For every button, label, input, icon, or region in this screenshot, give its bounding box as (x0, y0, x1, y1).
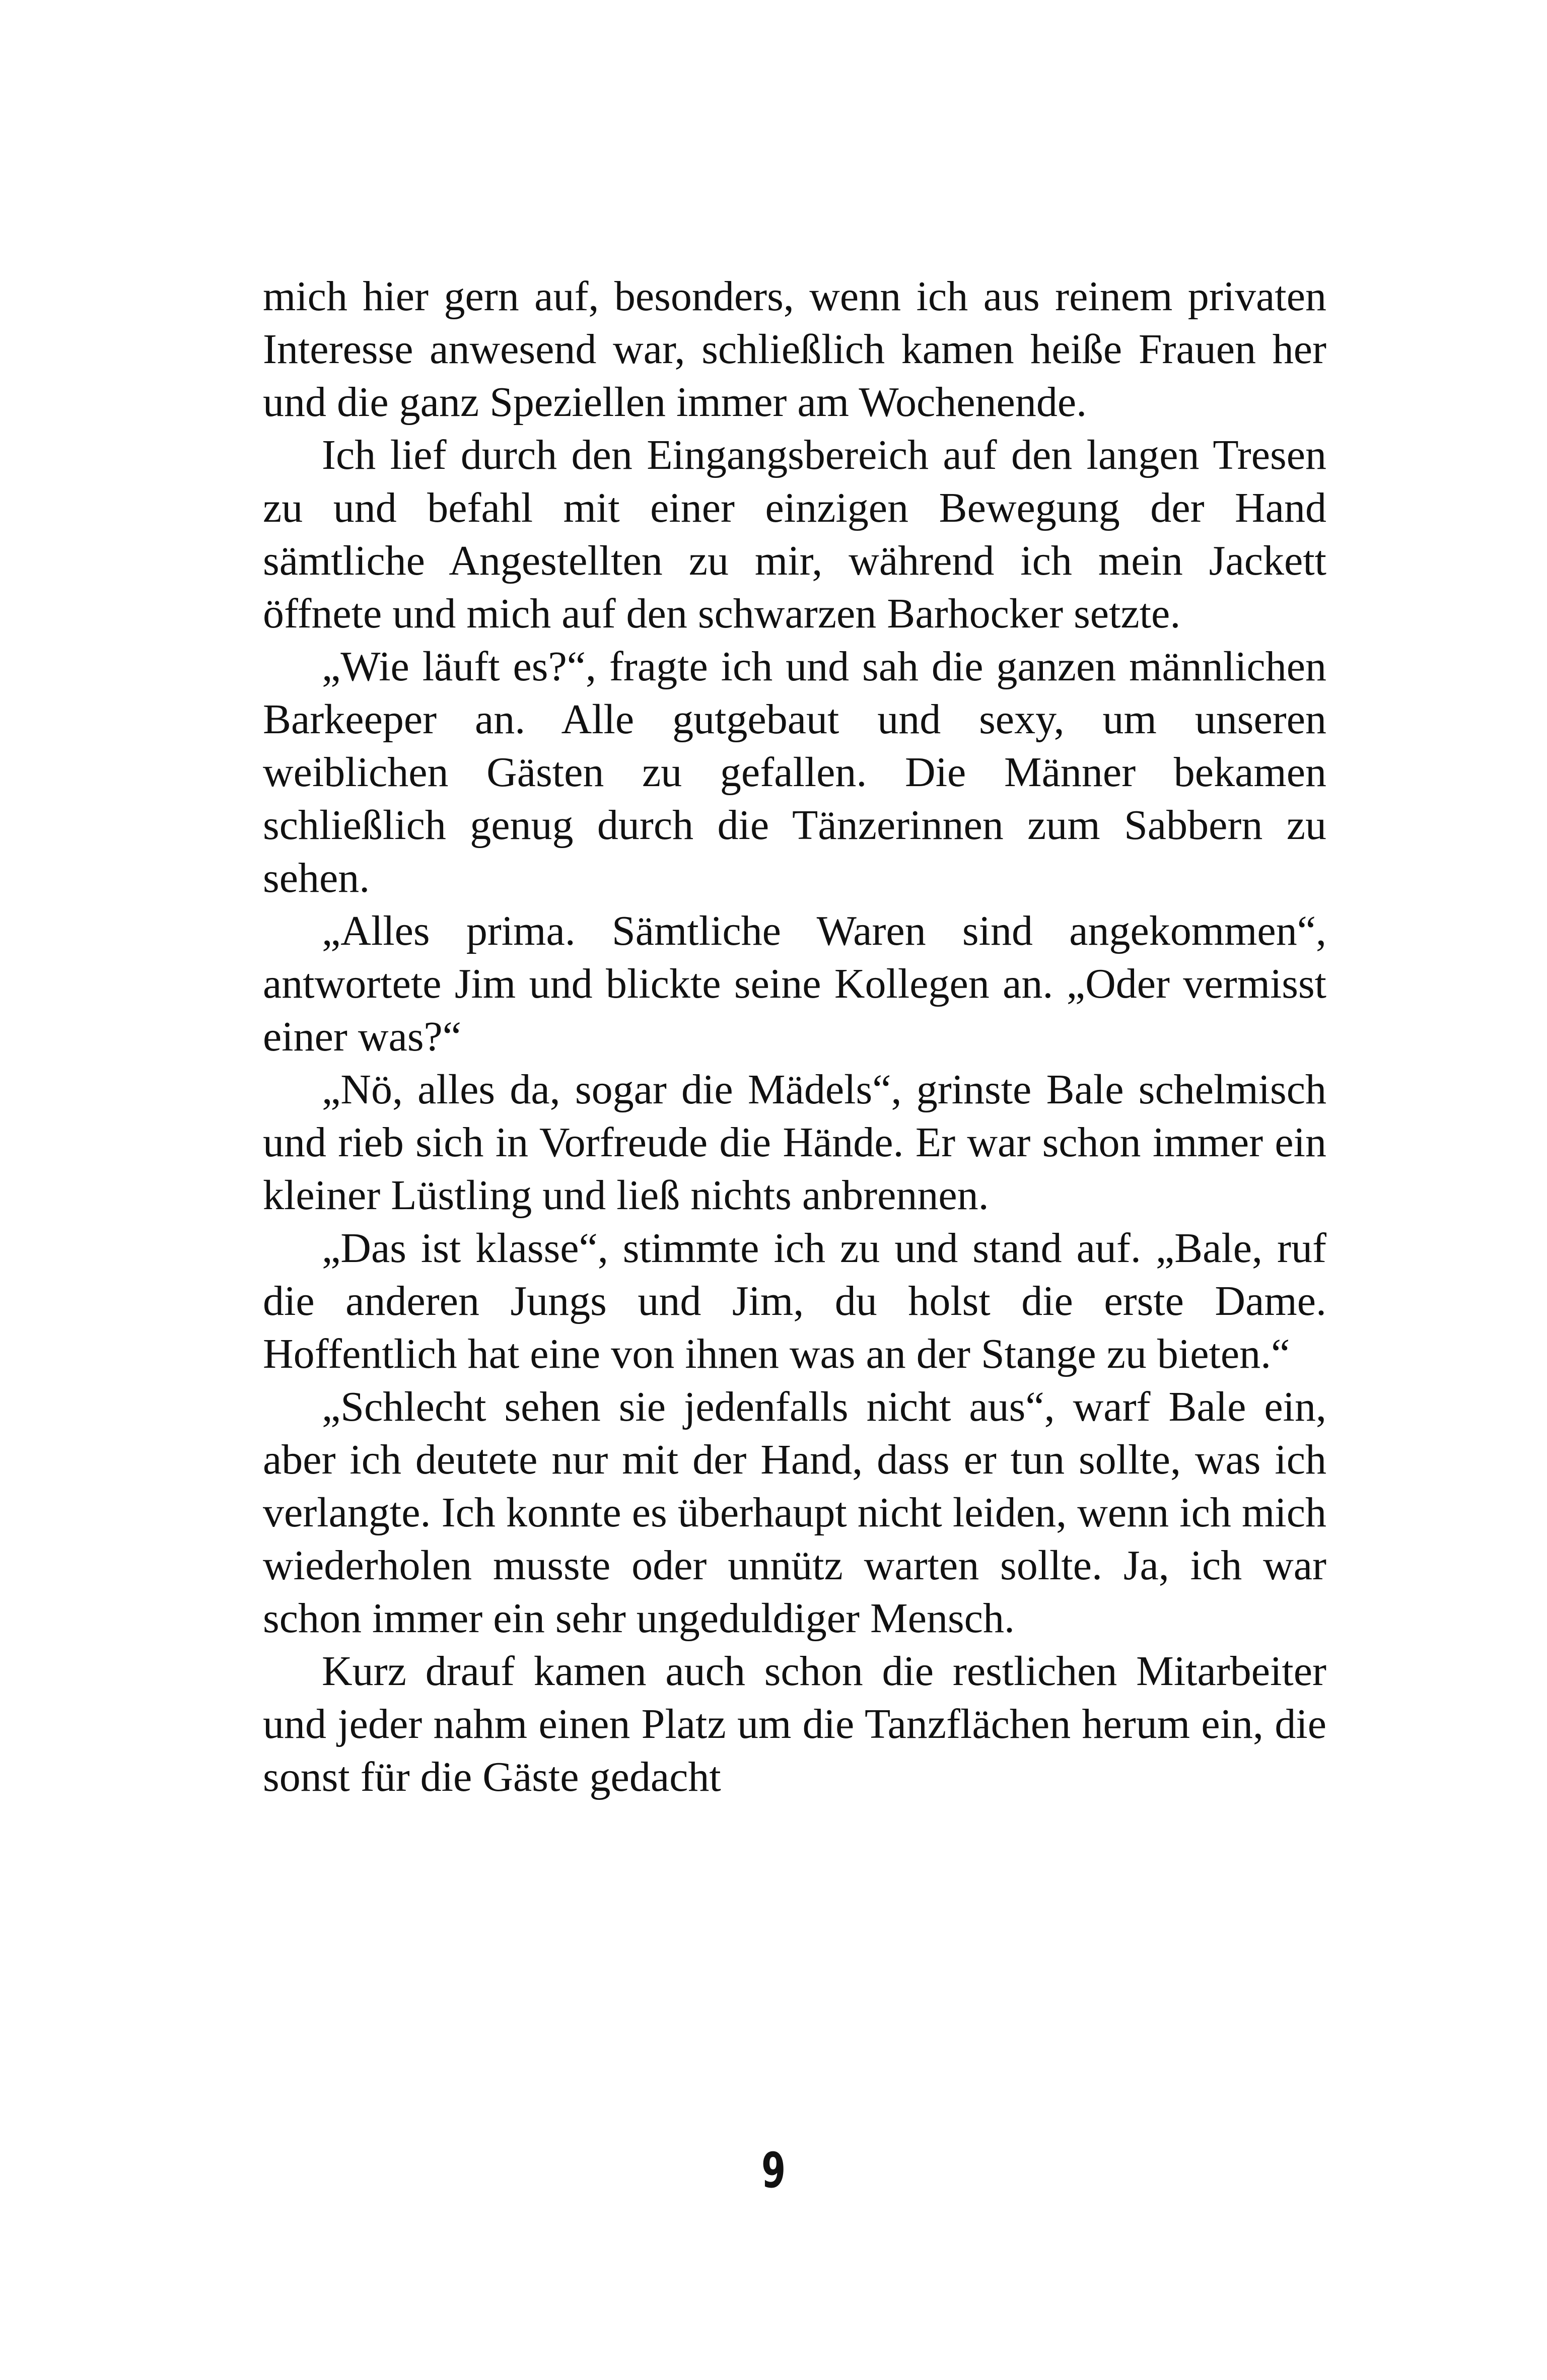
paragraph: „Das ist klasse“, stimmte ich zu und stand auf. „Bale, ruf die anderen Jungs und Jim, du holst die erste Dame. Hoffentlich hat eine von ihnen was an der Stange zu bieten.“ (263, 1225, 1326, 1377)
page-number: 9 (761, 2142, 786, 2199)
body-text (263, 270, 1326, 1803)
paragraph: „Nö, alles da, sogar die Mädels“, grinste Bale schelmisch und rieb sich in Vorfreude die Hände. Er war schon immer ein kleiner Lüstling und ließ nichts anbrennen. (263, 1066, 1326, 1219)
paragraph: Kurz drauf kamen auch schon die restlichen Mitarbeiter und jeder nahm einen Platz um die Tanzflächen herum ein, die sonst für die Gäste gedacht (263, 1648, 1326, 1800)
paragraph: „Wie läuft es?“, fragte ich und sah die ganzen männlichen Barkeeper an. Alle gutgebaut und sexy, um unseren weiblichen Gästen zu gefallen. Die Männer bekamen schließlich genug durch die Tänzerinnen zum Sabbern zu sehen. (263, 643, 1326, 901)
paragraph: mich hier gern auf, besonders, wenn ich aus reinem privaten Interesse anwesend war, schließlich kamen heiße Frauen her und die ganz Speziellen immer am Wochenende. (263, 273, 1326, 426)
paragraph: Ich lief durch den Eingangsbereich auf den langen Tresen zu und befahl mit einer einzigen Bewegung der Hand sämtliche Angestellten zu mir, während ich mein Jackett öffnete und mich auf den schwarzen Barhocker setzte. (263, 432, 1326, 637)
paragraph: „Schlecht sehen sie jedenfalls nicht aus“, warf Bale ein, aber ich deutete nur mit der Hand, dass er tun sollte, was ich verlangte. Ich konnte es überhaupt nicht leiden, wenn ich mich wiederholen musste oder unnütz warten sollte. Ja, ich war schon immer ein sehr ungeduldiger Mensch. (263, 1383, 1326, 1642)
paragraph: „Alles prima. Sämtliche Waren sind angekommen“, antwortete Jim und blickte seine Kollegen an. „Oder vermisst einer was?“ (263, 907, 1326, 1060)
